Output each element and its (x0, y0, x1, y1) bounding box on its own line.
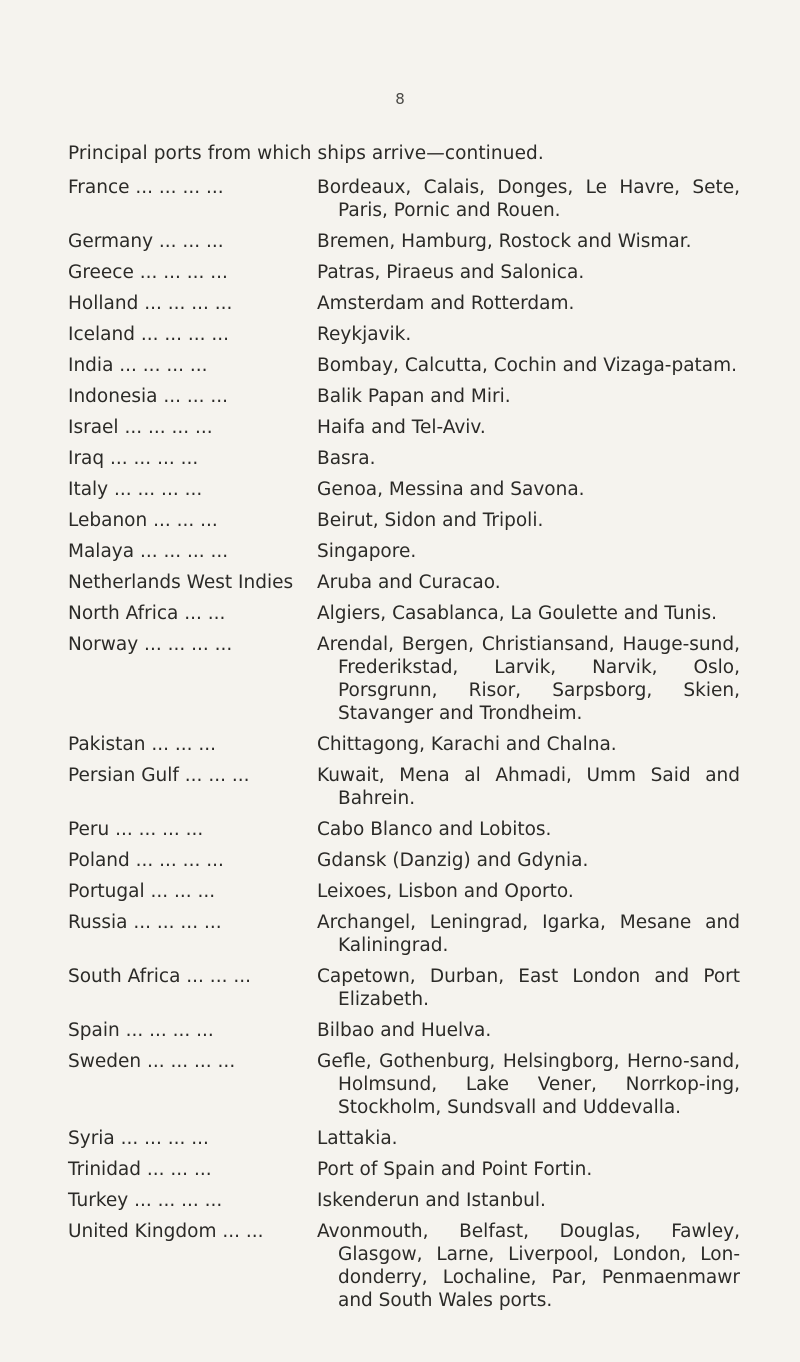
port-row (68, 818, 740, 849)
country-name: Norway ... ... ... ... (68, 634, 233, 655)
port-names: Gdansk (Danzig) and Gdynia. (317, 850, 589, 871)
port-row (68, 633, 740, 733)
country-name: Pakistan ... ... ... (68, 734, 217, 755)
ports-list (68, 176, 740, 1320)
port-row (68, 880, 740, 911)
port-row (68, 764, 740, 818)
port-row (68, 354, 740, 385)
country-name: Syria ... ... ... ... (68, 1128, 209, 1149)
port-names: Lattakia. (317, 1128, 398, 1149)
port-names: Port of Spain and Point Fortin. (317, 1159, 593, 1180)
country-name: Malaya ... ... ... ... (68, 541, 229, 562)
port-names: Avonmouth, Belfast, Douglas, Fawley, Glasgow, Larne, Liverpool, London, Lon-donderry, Lochaline, Par, Penmaenmawr and South Wales ports. (317, 1221, 740, 1311)
country-name: Turkey ... ... ... ... (68, 1190, 223, 1211)
port-names: Capetown, Durban, East London and Port Elizabeth. (317, 966, 740, 1010)
port-row (68, 1050, 740, 1127)
country-name: Israel ... ... ... ... (68, 417, 213, 438)
country-name: Greece ... ... ... ... (68, 262, 228, 283)
country-name: Persian Gulf ... ... ... (68, 765, 250, 786)
port-names: Reykjavik. (317, 324, 412, 345)
port-row (68, 1127, 740, 1158)
port-row (68, 323, 740, 354)
country-name: Poland ... ... ... ... (68, 850, 224, 871)
port-row (68, 230, 740, 261)
country-name: Italy ... ... ... ... (68, 479, 203, 500)
port-row (68, 292, 740, 323)
port-names: Haifa and Tel-Aviv. (317, 417, 486, 438)
country-name: Lebanon ... ... ... (68, 510, 218, 531)
port-row (68, 540, 740, 571)
port-names: Chittagong, Karachi and Chalna. (317, 734, 617, 755)
port-names: Aruba and Curacao. (317, 572, 501, 593)
port-names: Genoa, Messina and Savona. (317, 479, 585, 500)
port-row (68, 911, 740, 965)
port-row (68, 571, 740, 602)
port-names: Cabo Blanco and Lobitos. (317, 819, 552, 840)
port-row (68, 733, 740, 764)
port-names: Arendal, Bergen, Christiansand, Hauge-sund, Frederikstad, Larvik, Narvik, Oslo, Porsgrunn, Risor, Sarpsborg, Skien, Stavanger and Trondheim. (317, 634, 740, 724)
port-row (68, 849, 740, 880)
port-row (68, 261, 740, 292)
port-names: Basra. (317, 448, 376, 469)
country-name: Russia ... ... ... ... (68, 912, 222, 933)
port-names: Algiers, Casablanca, La Goulette and Tunis. (317, 603, 717, 624)
country-name: Iraq ... ... ... ... (68, 448, 199, 469)
port-names: Bombay, Calcutta, Cochin and Vizaga-patam. (317, 355, 738, 376)
country-name: Netherlands West Indies (68, 572, 294, 593)
country-name: Spain ... ... ... ... (68, 1020, 214, 1041)
port-row (68, 385, 740, 416)
country-name: Iceland ... ... ... ... (68, 324, 230, 345)
page-number: 8 (395, 90, 405, 108)
port-names: Leixoes, Lisbon and Oporto. (317, 881, 574, 902)
country-name: India ... ... ... ... (68, 355, 208, 376)
port-row (68, 1019, 740, 1050)
port-row (68, 965, 740, 1019)
page-heading: Principal ports from which ships arrive—continued. (68, 143, 544, 164)
port-row (68, 1158, 740, 1189)
port-names: Bordeaux, Calais, Donges, Le Havre, Sete, Paris, Pornic and Rouen. (317, 177, 740, 221)
port-row (68, 416, 740, 447)
port-names: Gefle, Gothenburg, Helsingborg, Herno-sand, Holmsund, Lake Vener, Norrkop-ing, Stockholm, Sundsvall and Uddevalla. (317, 1051, 740, 1118)
port-names: Singapore. (317, 541, 417, 562)
port-row (68, 1220, 740, 1320)
country-name: Peru ... ... ... ... (68, 819, 204, 840)
port-names: Kuwait, Mena al Ahmadi, Umm Said and Bahrein. (317, 765, 740, 809)
country-name: Portugal ... ... ... (68, 881, 216, 902)
port-names: Beirut, Sidon and Tripoli. (317, 510, 544, 531)
port-row (68, 447, 740, 478)
country-name: Germany ... ... ... (68, 231, 224, 252)
country-name: Trinidad ... ... ... (68, 1159, 212, 1180)
port-row (68, 509, 740, 540)
port-names: Bilbao and Huelva. (317, 1020, 492, 1041)
country-name: France ... ... ... ... (68, 177, 224, 198)
port-row (68, 1189, 740, 1220)
country-name: Holland ... ... ... ... (68, 293, 233, 314)
port-names: Archangel, Leningrad, Igarka, Mesane and Kaliningrad. (317, 912, 740, 956)
port-names: Iskenderun and Istanbul. (317, 1190, 546, 1211)
country-name: South Africa ... ... ... (68, 966, 251, 987)
country-name: Sweden ... ... ... ... (68, 1051, 236, 1072)
port-names: Patras, Piraeus and Salonica. (317, 262, 585, 283)
port-row (68, 602, 740, 633)
port-names: Amsterdam and Rotterdam. (317, 293, 575, 314)
country-name: North Africa ... ... (68, 603, 226, 624)
country-name: Indonesia ... ... ... (68, 386, 229, 407)
country-name: United Kingdom ... ... (68, 1221, 264, 1242)
port-names: Bremen, Hamburg, Rostock and Wismar. (317, 231, 692, 252)
port-row (68, 478, 740, 509)
port-names: Balik Papan and Miri. (317, 386, 511, 407)
port-row (68, 176, 740, 230)
